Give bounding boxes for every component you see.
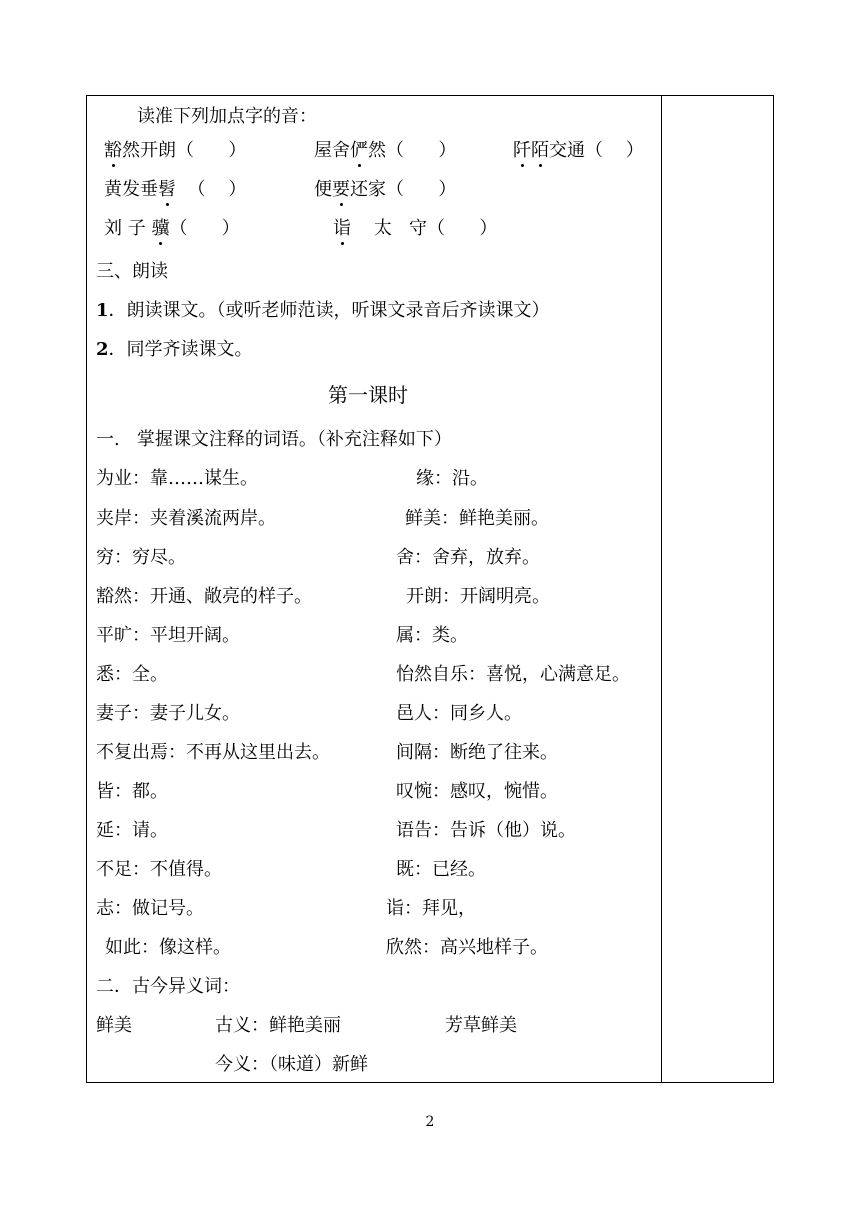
- gloss-left: 不复出焉：不再从这里出去。: [96, 742, 330, 763]
- lesson-title: 第一课时: [328, 383, 408, 407]
- gloss-left: 如此：像这样。: [105, 937, 231, 958]
- gloss-right: 欣然：高兴地样子。: [386, 937, 548, 958]
- gloss-left: 为业：靠……谋生。: [96, 468, 258, 489]
- pron-item-3: 阡陌交通（ ）: [513, 140, 644, 161]
- pron-item-7: 诣 太 守（ ）: [333, 218, 498, 239]
- gloss-left: 不足：不值得。: [96, 859, 222, 880]
- column-divider: [661, 96, 662, 1082]
- gloss-right: 鲜美：鲜艳美丽。: [405, 508, 549, 529]
- gloss-right: 语告：告诉（他）说。: [396, 820, 576, 841]
- gloss-left: 悉：全。: [96, 664, 168, 685]
- section-1-heading: 一. 掌握课文注释的词语。（补充注释如下）: [96, 429, 452, 450]
- modern-meaning: 今义：（味道）新鲜: [215, 1054, 368, 1075]
- gloss-right: 间隔：断绝了往来。: [396, 742, 558, 763]
- ancient-meaning: 古义：鲜艳美丽: [215, 1015, 341, 1036]
- pron-item-2: 屋舍俨然（ ）: [314, 140, 457, 161]
- gloss-right: 诣：拜见，: [386, 898, 476, 919]
- pron-item-5: 便要还家（ ）: [314, 179, 457, 200]
- gloss-left: 延：请。: [96, 820, 168, 841]
- gloss-left: 志：做记号。: [96, 898, 204, 919]
- page-number: 2: [425, 1114, 435, 1130]
- gloss-right: 属：类。: [396, 625, 468, 646]
- reading-item-1: 1．朗读课文。（或听老师范读，听课文录音后齐读课文）: [96, 300, 550, 321]
- example-phrase: 芳草鲜美: [445, 1015, 517, 1036]
- reading-heading: 三、朗读: [96, 261, 168, 282]
- gloss-right: 开朗：开阔明亮。: [406, 586, 550, 607]
- gloss-left: 穷：穷尽。: [96, 547, 186, 568]
- gloss-left: 豁然：开通、敞亮的样子。: [96, 586, 312, 607]
- gloss-right: 邑人：同乡人。: [396, 703, 522, 724]
- section-2-heading: 二．古今异义词：: [96, 976, 240, 997]
- pron-item-4: 黄发垂髫 （ ）: [104, 179, 247, 200]
- gloss-left: 夹岸：夹着溪流两岸。: [96, 508, 276, 529]
- gloss-right: 舍：舍弃，放弃。: [396, 547, 540, 568]
- pron-item-1: 豁然开朗（ ）: [104, 140, 247, 161]
- gloss-right: 怡然自乐：喜悦，心满意足。: [396, 664, 630, 685]
- gloss-left: 妻子：妻子儿女。: [96, 703, 240, 724]
- gloss-left: 平旷：平坦开阔。: [96, 625, 240, 646]
- gloss-right: 既：已经。: [396, 859, 486, 880]
- gloss-left: 皆：都。: [96, 781, 168, 802]
- pron-item-6: 刘 子 骥（ ）: [104, 218, 240, 239]
- gloss-right: 缘：沿。: [416, 468, 488, 489]
- reading-item-2: 2．同学齐读课文。: [96, 339, 253, 360]
- pronunciation-instruction: 读准下列加点字的音：: [137, 106, 317, 127]
- gloss-right: 叹惋：感叹，惋惜。: [396, 781, 558, 802]
- term: 鲜美: [96, 1015, 132, 1036]
